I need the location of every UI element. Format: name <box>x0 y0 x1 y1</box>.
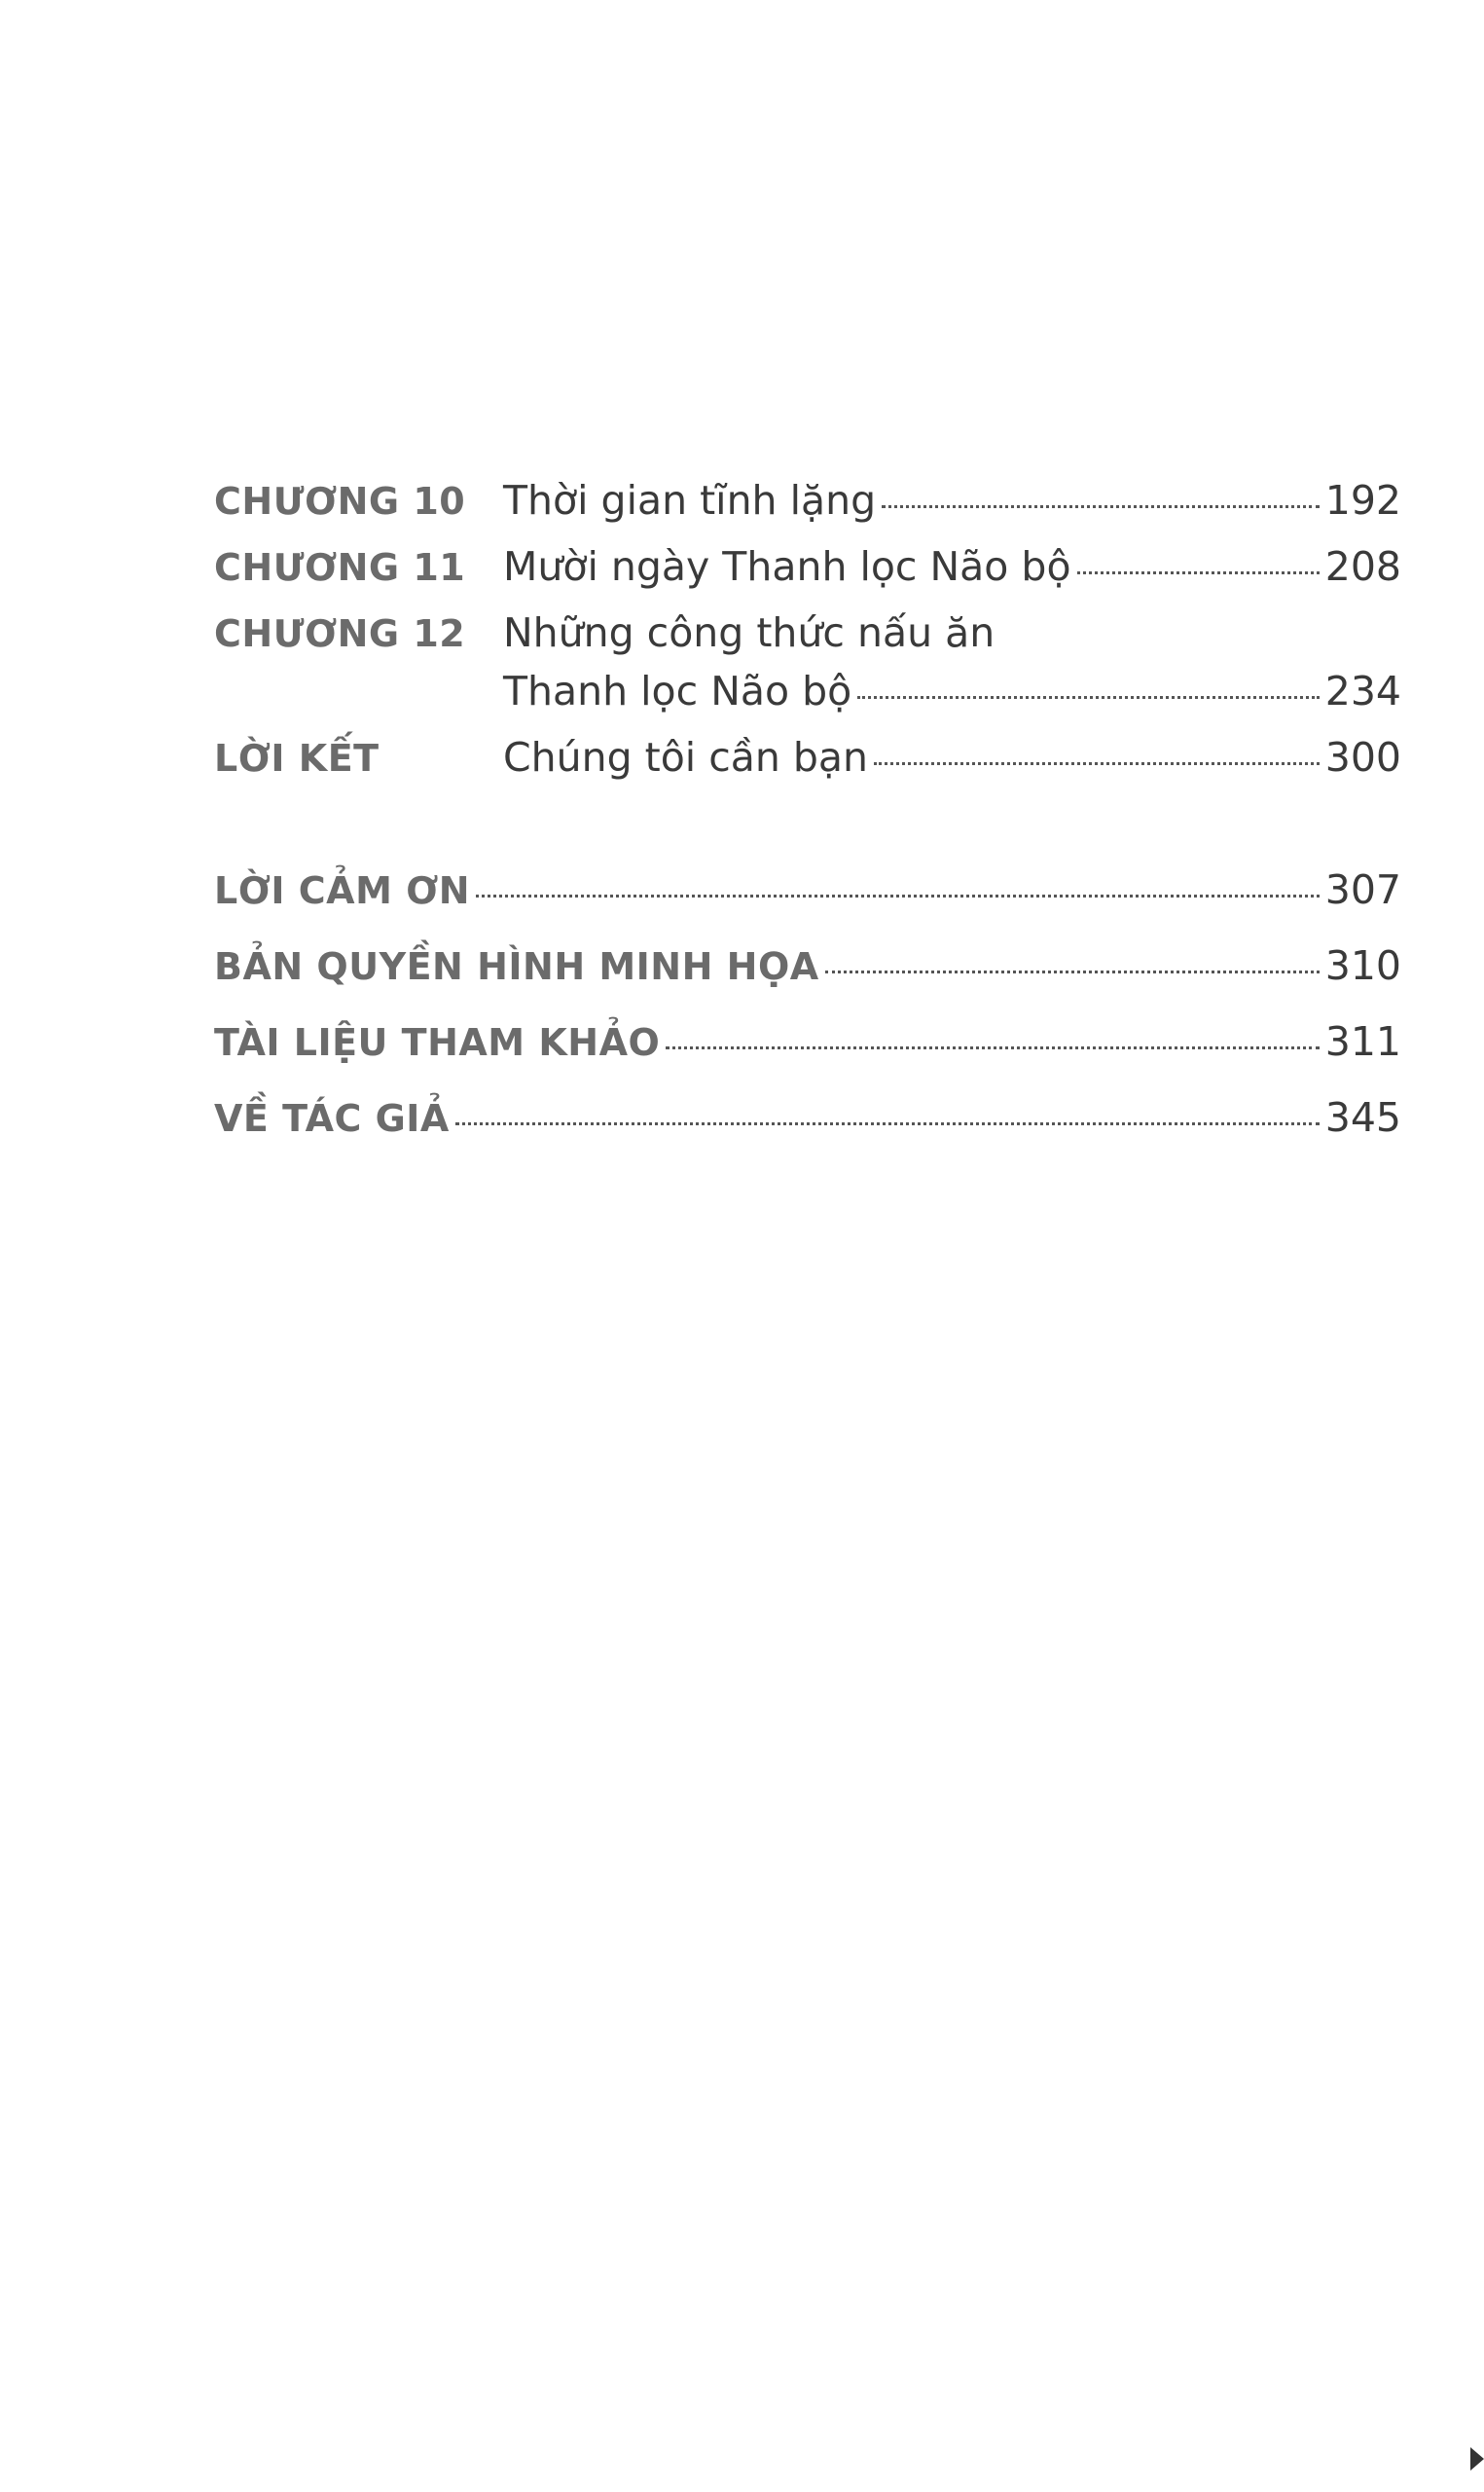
page-number: 192 <box>1324 477 1401 524</box>
toc-entry-epilogue[interactable] <box>214 734 1401 781</box>
toc-entry-illustration-credits[interactable] <box>214 942 1401 989</box>
section-label: TÀI LIỆU THAM KHẢO <box>214 1021 661 1064</box>
dot-leader <box>476 895 1320 898</box>
page-number: 311 <box>1324 1018 1401 1065</box>
back-matter-list <box>214 866 1401 1141</box>
page-number: 300 <box>1324 734 1401 781</box>
chapter-label: CHƯƠNG 11 <box>214 546 466 589</box>
chapter-title-block <box>503 543 1401 590</box>
page-number: 345 <box>1324 1094 1401 1141</box>
chapter-label: CHƯƠNG 10 <box>214 480 466 523</box>
page-edge-triangle-icon <box>1470 2447 1484 2471</box>
chapter-title-line <box>503 477 1401 524</box>
toc-entry-chapter-10[interactable] <box>214 477 1401 524</box>
page-number: 234 <box>1324 668 1401 715</box>
toc-entry-references[interactable] <box>214 1018 1401 1065</box>
toc-entry-chapter-11[interactable] <box>214 543 1401 590</box>
chapter-title-block <box>503 609 1401 715</box>
dot-leader <box>874 762 1320 765</box>
chapter-label: LỜI KẾT <box>214 737 380 780</box>
chapter-title-line <box>503 734 1401 781</box>
chapter-title: Thanh lọc Não bộ <box>503 668 852 715</box>
chapter-title-block <box>503 477 1401 524</box>
page-number: 310 <box>1324 942 1401 989</box>
dot-leader <box>666 1046 1319 1049</box>
table-of-contents <box>214 477 1401 1170</box>
toc-entry-about-authors[interactable] <box>214 1094 1401 1141</box>
section-label: BẢN QUYỀN HÌNH MINH HỌA <box>214 945 819 988</box>
chapter-title-line <box>503 668 1401 715</box>
chapter-title-block <box>503 734 1401 781</box>
page-number: 307 <box>1324 866 1401 913</box>
chapter-title: Chúng tôi cần bạn <box>503 734 869 781</box>
toc-entry-acknowledgements[interactable] <box>214 866 1401 913</box>
dot-leader <box>857 696 1320 699</box>
chapter-title: Thời gian tĩnh lặng <box>503 477 877 524</box>
dot-leader <box>455 1122 1320 1125</box>
section-label: VỀ TÁC GIẢ <box>214 1097 450 1140</box>
chapter-label: CHƯƠNG 12 <box>214 612 466 655</box>
dot-leader <box>1077 571 1320 574</box>
toc-entry-chapter-12[interactable] <box>214 609 1401 715</box>
page-number: 208 <box>1324 543 1401 590</box>
dot-leader <box>882 505 1320 508</box>
dot-leader <box>825 971 1320 973</box>
chapter-title-first-line: Những công thức nấu ăn <box>503 609 995 656</box>
section-label: LỜI CẢM ƠN <box>214 869 471 912</box>
chapter-title: Mười ngày Thanh lọc Não bộ <box>503 543 1071 590</box>
chapter-title-line <box>503 543 1401 590</box>
